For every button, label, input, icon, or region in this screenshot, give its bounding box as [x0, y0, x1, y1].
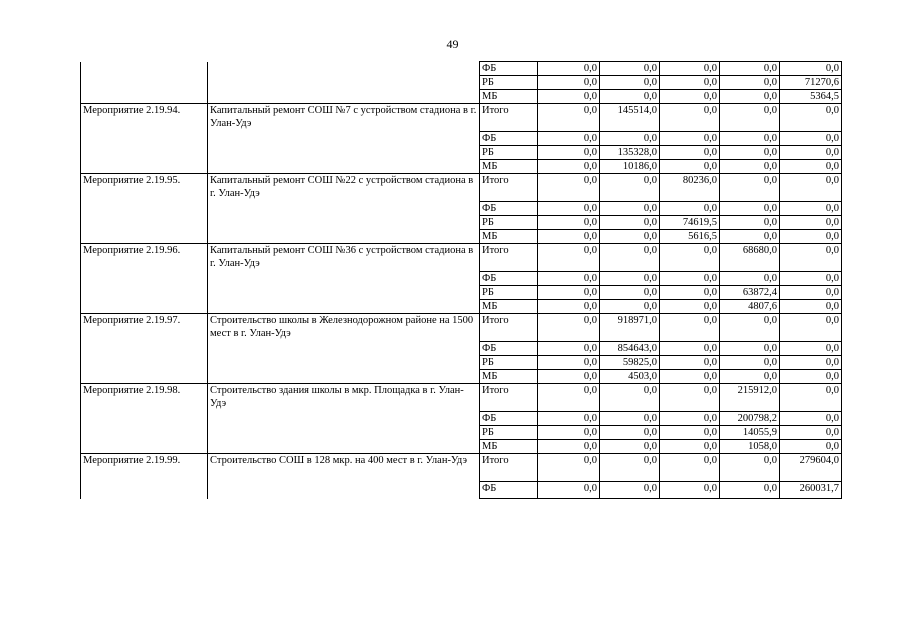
measure-title [208, 132, 480, 146]
amount-cell: 10186,0 [600, 160, 660, 174]
measure-code [81, 272, 208, 286]
amount-cell: 0,0 [538, 62, 600, 76]
amount-cell: 0,0 [660, 146, 720, 160]
page-number: 49 [446, 37, 459, 51]
funding-source: ФБ [480, 272, 538, 286]
funding-source: МБ [480, 90, 538, 104]
measure-title [208, 286, 480, 300]
measure-code [81, 412, 208, 426]
measure-code [81, 482, 208, 499]
measure-code [81, 356, 208, 370]
amount-cell: 0,0 [538, 370, 600, 384]
amount-cell: 0,0 [720, 454, 780, 482]
measure-code [81, 342, 208, 356]
amount-cell: 0,0 [538, 286, 600, 300]
amount-cell: 0,0 [538, 146, 600, 160]
amount-cell: 0,0 [720, 230, 780, 244]
amount-cell: 0,0 [720, 342, 780, 356]
amount-cell: 0,0 [538, 244, 600, 272]
funding-source: ФБ [480, 342, 538, 356]
table-row [81, 440, 842, 454]
funding-source: МБ [480, 230, 538, 244]
amount-cell: 0,0 [720, 76, 780, 90]
amount-cell: 0,0 [780, 62, 842, 76]
amount-cell: 59825,0 [600, 356, 660, 370]
amount-cell: 0,0 [660, 104, 720, 132]
amount-cell: 0,0 [780, 440, 842, 454]
amount-cell: 145514,0 [600, 104, 660, 132]
amount-cell: 0,0 [660, 412, 720, 426]
amount-cell: 0,0 [780, 300, 842, 314]
amount-cell: 0,0 [600, 482, 660, 499]
amount-cell: 0,0 [720, 90, 780, 104]
amount-cell: 0,0 [600, 174, 660, 202]
amount-cell: 0,0 [660, 482, 720, 499]
measure-title: Капитальный ремонт СОШ №22 с устройством стадиона в г. Улан-Удэ [208, 174, 480, 202]
measure-code [81, 76, 208, 90]
measure-title [208, 356, 480, 370]
measure-title [208, 482, 480, 499]
table-row [81, 286, 842, 300]
amount-cell: 0,0 [600, 412, 660, 426]
amount-cell: 0,0 [780, 286, 842, 300]
table-row [81, 104, 842, 132]
funding-source: РБ [480, 76, 538, 90]
funding-source: РБ [480, 356, 538, 370]
amount-cell: 0,0 [660, 426, 720, 440]
measure-code [81, 160, 208, 174]
amount-cell: 0,0 [660, 160, 720, 174]
amount-cell: 0,0 [538, 76, 600, 90]
measure-title [208, 230, 480, 244]
funding-source: Итого [480, 244, 538, 272]
measure-code [81, 370, 208, 384]
amount-cell: 0,0 [720, 216, 780, 230]
amount-cell: 5364,5 [780, 90, 842, 104]
amount-cell: 1058,0 [720, 440, 780, 454]
amount-cell: 0,0 [538, 104, 600, 132]
table-row [81, 482, 842, 499]
amount-cell: 0,0 [600, 286, 660, 300]
funding-source: Итого [480, 454, 538, 482]
funding-source: РБ [480, 286, 538, 300]
amount-cell: 0,0 [660, 202, 720, 216]
measure-title [208, 160, 480, 174]
amount-cell: 0,0 [600, 132, 660, 146]
funding-source: Итого [480, 174, 538, 202]
funding-source: РБ [480, 146, 538, 160]
amount-cell: 0,0 [780, 412, 842, 426]
amount-cell: 0,0 [780, 104, 842, 132]
amount-cell: 0,0 [660, 314, 720, 342]
measure-code [81, 216, 208, 230]
amount-cell: 0,0 [780, 342, 842, 356]
amount-cell: 0,0 [600, 76, 660, 90]
amount-cell: 0,0 [538, 314, 600, 342]
amount-cell: 854643,0 [600, 342, 660, 356]
amount-cell: 0,0 [780, 272, 842, 286]
funding-source: ФБ [480, 62, 538, 76]
amount-cell: 0,0 [600, 230, 660, 244]
amount-cell: 0,0 [600, 300, 660, 314]
funding-source: Итого [480, 104, 538, 132]
measure-title [208, 62, 480, 76]
measure-code [81, 440, 208, 454]
table-row [81, 146, 842, 160]
table-row [81, 62, 842, 76]
amount-cell: 74619,5 [660, 216, 720, 230]
amount-cell: 0,0 [660, 370, 720, 384]
amount-cell: 71270,6 [780, 76, 842, 90]
amount-cell: 0,0 [538, 272, 600, 286]
table-row [81, 356, 842, 370]
amount-cell: 0,0 [720, 356, 780, 370]
amount-cell: 0,0 [538, 230, 600, 244]
amount-cell: 0,0 [600, 272, 660, 286]
funding-source: РБ [480, 216, 538, 230]
table-row [81, 244, 842, 272]
amount-cell: 0,0 [600, 454, 660, 482]
measure-code: Мероприятие 2.19.96. [81, 244, 208, 272]
table-row [81, 412, 842, 426]
measure-title [208, 90, 480, 104]
amount-cell: 0,0 [720, 482, 780, 499]
measure-code: Мероприятие 2.19.97. [81, 314, 208, 342]
amount-cell: 0,0 [660, 342, 720, 356]
amount-cell: 0,0 [538, 160, 600, 174]
measure-title [208, 300, 480, 314]
table-row [81, 216, 842, 230]
amount-cell: 0,0 [538, 412, 600, 426]
table-row [81, 90, 842, 104]
amount-cell: 0,0 [660, 454, 720, 482]
amount-cell: 0,0 [720, 62, 780, 76]
table-row [81, 272, 842, 286]
amount-cell: 279604,0 [780, 454, 842, 482]
table-row [81, 160, 842, 174]
amount-cell: 0,0 [780, 174, 842, 202]
amount-cell: 63872,4 [720, 286, 780, 300]
amount-cell: 918971,0 [600, 314, 660, 342]
amount-cell: 0,0 [660, 286, 720, 300]
table-row [81, 174, 842, 202]
amount-cell: 0,0 [780, 370, 842, 384]
amount-cell: 0,0 [780, 426, 842, 440]
measure-title [208, 76, 480, 90]
funding-source: МБ [480, 440, 538, 454]
amount-cell: 0,0 [720, 314, 780, 342]
table-row [81, 314, 842, 342]
measure-title [208, 202, 480, 216]
amount-cell: 80236,0 [660, 174, 720, 202]
funding-source: Итого [480, 314, 538, 342]
amount-cell: 0,0 [780, 356, 842, 370]
amount-cell: 0,0 [600, 202, 660, 216]
measure-title [208, 342, 480, 356]
amount-cell: 0,0 [660, 90, 720, 104]
amount-cell: 0,0 [660, 440, 720, 454]
amount-cell: 0,0 [780, 146, 842, 160]
amount-cell: 0,0 [780, 216, 842, 230]
budget-table [80, 61, 842, 499]
amount-cell: 0,0 [600, 90, 660, 104]
amount-cell: 0,0 [538, 90, 600, 104]
table-row [81, 202, 842, 216]
amount-cell: 0,0 [600, 384, 660, 412]
amount-cell: 5616,5 [660, 230, 720, 244]
measure-title [208, 426, 480, 440]
measure-code [81, 300, 208, 314]
measure-code [81, 132, 208, 146]
amount-cell: 0,0 [538, 454, 600, 482]
measure-code: Мероприятие 2.19.98. [81, 384, 208, 412]
table-row [81, 342, 842, 356]
amount-cell: 0,0 [538, 216, 600, 230]
funding-source: МБ [480, 300, 538, 314]
amount-cell: 0,0 [720, 272, 780, 286]
funding-source: МБ [480, 370, 538, 384]
amount-cell: 0,0 [780, 160, 842, 174]
amount-cell: 0,0 [538, 300, 600, 314]
amount-cell: 68680,0 [720, 244, 780, 272]
table-row [81, 300, 842, 314]
table-row [81, 132, 842, 146]
table-row [81, 230, 842, 244]
amount-cell: 0,0 [660, 300, 720, 314]
funding-source: ФБ [480, 202, 538, 216]
amount-cell: 4503,0 [600, 370, 660, 384]
amount-cell: 14055,9 [720, 426, 780, 440]
funding-source: ФБ [480, 412, 538, 426]
measure-title [208, 272, 480, 286]
measure-title: Капитальный ремонт СОШ №7 с устройством стадиона в г. Улан-Удэ [208, 104, 480, 132]
measure-title: Строительство школы в Железнодорожном районе на 1500 мест в г. Улан-Удэ [208, 314, 480, 342]
amount-cell: 0,0 [720, 104, 780, 132]
amount-cell: 0,0 [720, 132, 780, 146]
measure-title [208, 146, 480, 160]
amount-cell: 200798,2 [720, 412, 780, 426]
amount-cell: 0,0 [720, 370, 780, 384]
amount-cell: 0,0 [538, 482, 600, 499]
amount-cell: 0,0 [780, 244, 842, 272]
measure-title: Капитальный ремонт СОШ №36 с устройством стадиона в г. Улан-Удэ [208, 244, 480, 272]
amount-cell: 0,0 [538, 342, 600, 356]
table-row [81, 454, 842, 482]
funding-source: МБ [480, 160, 538, 174]
amount-cell: 0,0 [660, 132, 720, 146]
amount-cell: 0,0 [538, 440, 600, 454]
measure-code [81, 230, 208, 244]
amount-cell: 0,0 [780, 132, 842, 146]
measure-title [208, 370, 480, 384]
amount-cell: 0,0 [660, 62, 720, 76]
amount-cell: 0,0 [780, 230, 842, 244]
amount-cell: 0,0 [780, 314, 842, 342]
budget-table-body [81, 62, 842, 499]
funding-source: РБ [480, 426, 538, 440]
amount-cell: 0,0 [720, 174, 780, 202]
measure-code: Мероприятие 2.19.99. [81, 454, 208, 482]
amount-cell: 0,0 [660, 244, 720, 272]
measure-code [81, 202, 208, 216]
amount-cell: 0,0 [600, 426, 660, 440]
amount-cell: 0,0 [720, 146, 780, 160]
amount-cell: 0,0 [780, 202, 842, 216]
amount-cell: 0,0 [538, 356, 600, 370]
amount-cell: 0,0 [600, 216, 660, 230]
amount-cell: 0,0 [538, 202, 600, 216]
funding-source: ФБ [480, 132, 538, 146]
measure-code [81, 90, 208, 104]
measure-code [81, 62, 208, 76]
amount-cell: 0,0 [660, 76, 720, 90]
amount-cell: 0,0 [538, 384, 600, 412]
amount-cell: 0,0 [538, 174, 600, 202]
amount-cell: 0,0 [720, 202, 780, 216]
amount-cell: 260031,7 [780, 482, 842, 499]
measure-code [81, 426, 208, 440]
measure-title: Строительство СОШ в 128 мкр. на 400 мест в г. Улан-Удэ [208, 454, 480, 482]
amount-cell: 215912,0 [720, 384, 780, 412]
amount-cell: 0,0 [600, 62, 660, 76]
amount-cell: 4807,6 [720, 300, 780, 314]
amount-cell: 0,0 [600, 440, 660, 454]
amount-cell: 135328,0 [600, 146, 660, 160]
funding-source: ФБ [480, 482, 538, 499]
amount-cell: 0,0 [538, 426, 600, 440]
measure-title [208, 440, 480, 454]
measure-title: Строительство здания школы в мкр. Площадка в г. Улан-Удэ [208, 384, 480, 412]
amount-cell: 0,0 [600, 244, 660, 272]
measure-code: Мероприятие 2.19.94. [81, 104, 208, 132]
table-row [81, 426, 842, 440]
measure-title [208, 412, 480, 426]
measure-code: Мероприятие 2.19.95. [81, 174, 208, 202]
amount-cell: 0,0 [538, 132, 600, 146]
table-row [81, 370, 842, 384]
amount-cell: 0,0 [660, 384, 720, 412]
table-row [81, 76, 842, 90]
funding-source: Итого [480, 384, 538, 412]
amount-cell: 0,0 [720, 160, 780, 174]
measure-title [208, 216, 480, 230]
measure-code [81, 146, 208, 160]
table-row [81, 384, 842, 412]
amount-cell: 0,0 [660, 272, 720, 286]
amount-cell: 0,0 [660, 356, 720, 370]
measure-code [81, 286, 208, 300]
amount-cell: 0,0 [780, 384, 842, 412]
